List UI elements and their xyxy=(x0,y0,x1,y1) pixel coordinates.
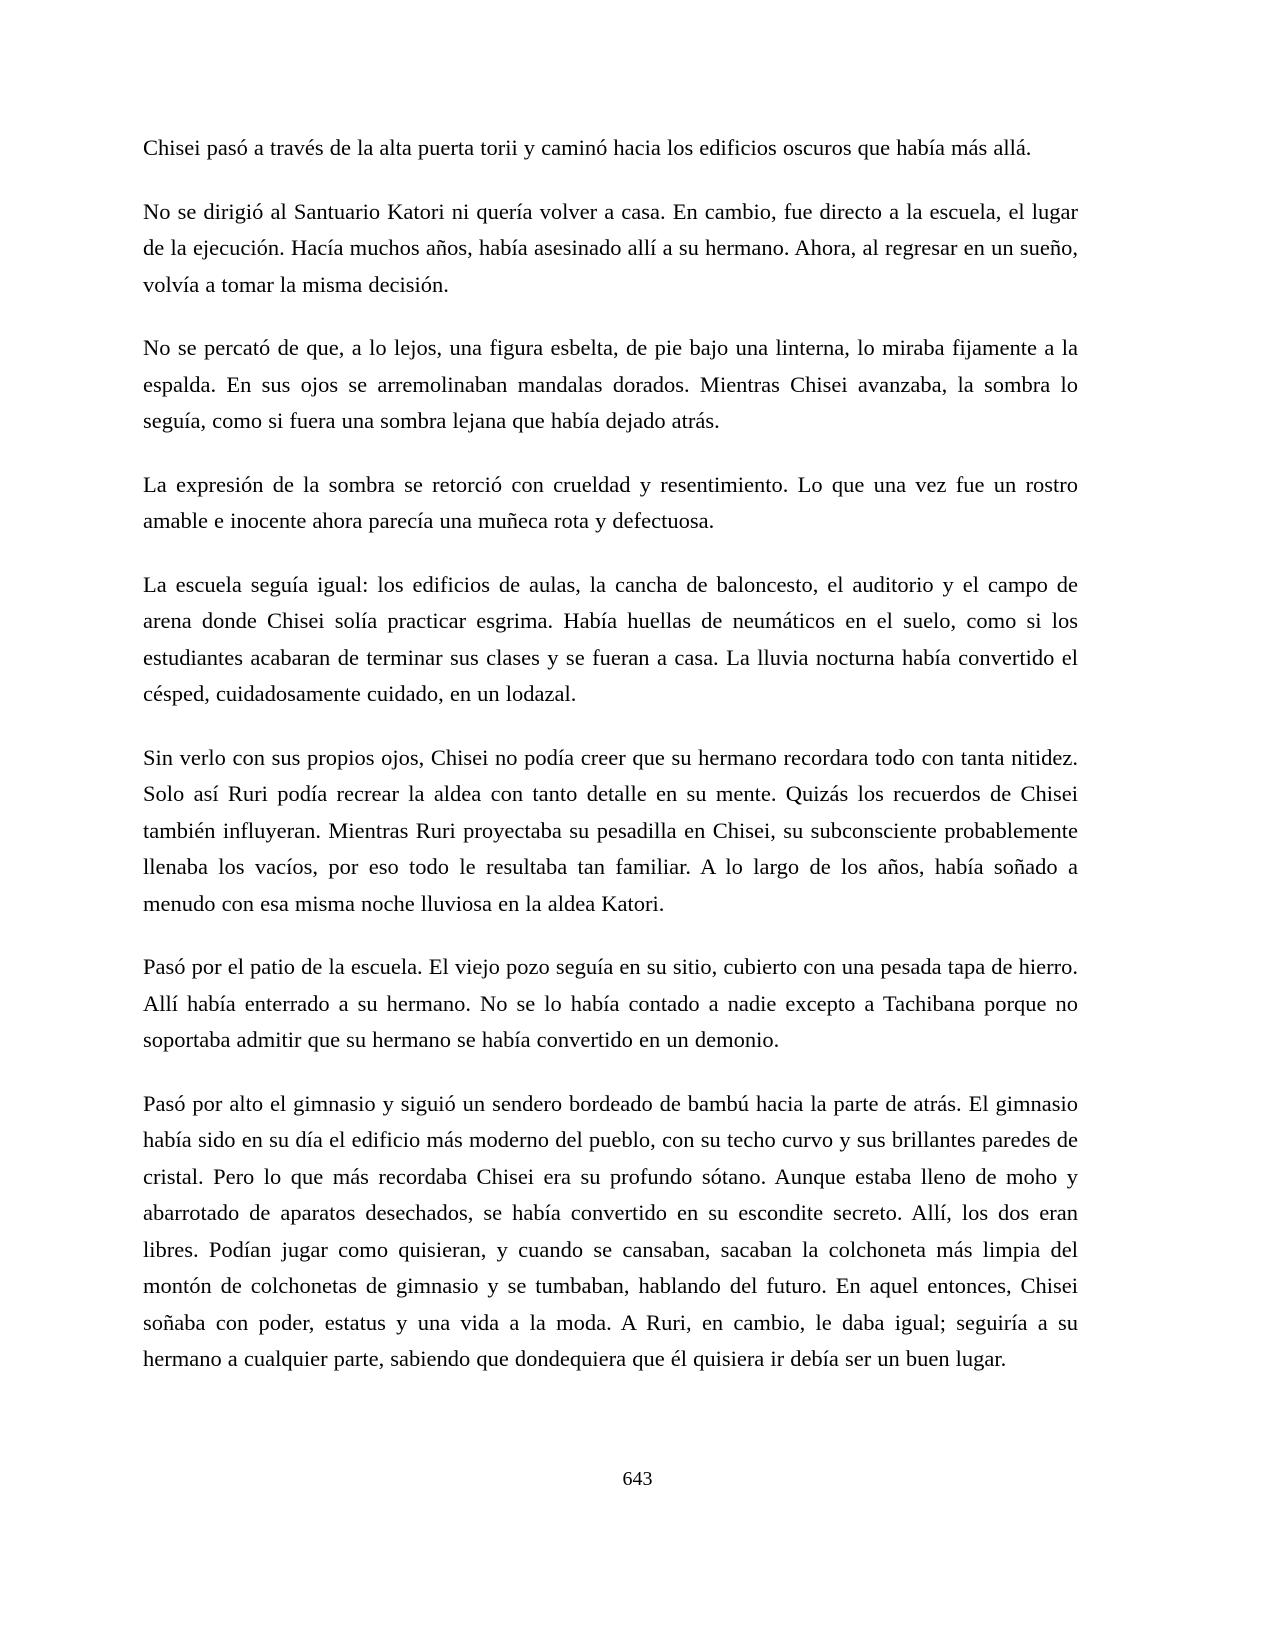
paragraph: Chisei pasó a través de la alta puerta torii y caminó hacia los edificios oscuros que había más allá. xyxy=(143,135,1032,160)
paragraph: La escuela seguía igual: los edificios de aulas, la cancha de baloncesto, el auditorio y el campo de arena donde Chisei solía practicar esgrima. Había huellas de neumáticos en el suelo, como si los estudiantes acabaran de terminar sus clases y se fueran a casa. La lluvia nocturna había convertido el césped, cuidadosamente cuidado, en un lodazal. xyxy=(143,571,1078,706)
paragraph: No se dirigió al Santuario Katori ni quería volver a casa. En cambio, fue directo a la escuela, el lugar de la ejecución. Hacía muchos años, había asesinado allí a su hermano. Ahora, al regresar en un sueño, volvía a tomar la misma decisión. xyxy=(143,198,1078,297)
paragraph: Pasó por el patio de la escuela. El viejo pozo seguía en su sitio, cubierto con una pesada tapa de hierro. Allí había enterrado a su hermano. No se lo había contado a nadie excepto a Tachibana porque no soportaba admitir que su hermano se había convertido en un demonio. xyxy=(143,954,1078,1052)
page-body xyxy=(143,130,1078,1378)
paragraph: No se percató de que, a lo lejos, una figura esbelta, de pie bajo una linterna, lo miraba fijamente a la espalda. En sus ojos se arremolinaban mandalas dorados. Mientras Chisei avanzaba, la sombra lo seguía, como si fuera una sombra lejana que había dejado atrás. xyxy=(143,335,1078,433)
paragraph: Pasó por alto el gimnasio y siguió un sendero bordeado de bambú hacia la parte de atrás. El gimnasio había sido en su día el edificio más moderno del pueblo, con su techo curvo y sus brillantes paredes de cristal. Pero lo que más recordaba Chisei era su profundo sótano. Aunque estaba lleno de moho y abarrotado de aparatos desechados, se había convertido en su escondite secreto. Allí, los dos eran libres. Podían jugar como quisieran, y cuando se cansaban, sacaban la colchoneta más limpia del montón de colchonetas de gimnasio y se tumbaban, hablando del futuro. En aquel entonces, Chisei soñaba con poder, estatus y una vida a la moda. A Ruri, en cambio, le daba igual; seguiría a su hermano a cualquier parte, sabiendo que dondequiera que él quisiera ir debía ser un buen lugar. xyxy=(143,1090,1078,1371)
page-number: 643 xyxy=(622,1468,653,1490)
paragraph: La expresión de la sombra se retorció con crueldad y resentimiento. Lo que una vez fue un rostro amable e inocente ahora parecía una muñeca rota y defectuosa. xyxy=(143,471,1078,533)
paragraph: Sin verlo con sus propios ojos, Chisei no podía creer que su hermano recordara todo con tanta nitidez. Solo así Ruri podía recrear la aldea con tanto detalle en su mente. Quizás los recuerdos de Chisei también influyeran. Mientras Ruri proyectaba su pesadilla en Chisei, su subconsciente probablemente llenaba los vacíos, por eso todo le resultaba tan familiar. A lo largo de los años, había soñado a menudo con esa misma noche lluviosa en la aldea Katori. xyxy=(143,744,1078,916)
